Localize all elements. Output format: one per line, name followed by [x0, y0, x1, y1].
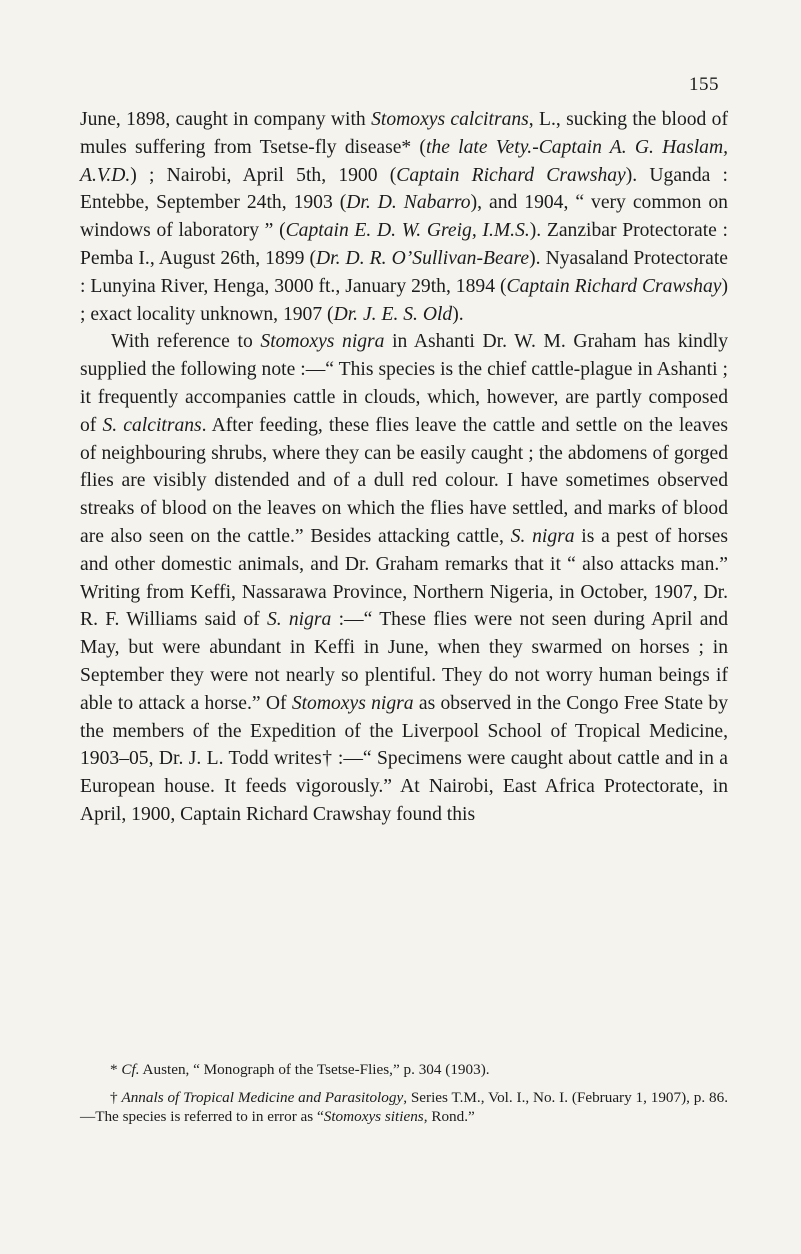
text-run: as observed in the Congo Free State by the members of the Expedition of the Liverpool School of Tropical Medicine, 1903–05, Dr. J. L. Todd writes† :—“ Specimens were caught about cattle and in a European house. It feeds vigorously.” At Nairobi, East Africa Protectorate, in April, 1900, Captain Richard Crawshay found this [80, 692, 728, 825]
text-run: Austen, “ Monograph of the Tsetse-Flies,” p. 304 (1903). [139, 1061, 490, 1078]
text-run: ). [452, 303, 464, 325]
paragraph-1 [80, 106, 728, 328]
body-text [80, 106, 728, 829]
page-number: 155 [689, 74, 719, 95]
italic-run: Dr. D. R. O’Sullivan-Beare [315, 247, 530, 269]
text-run: With reference to [111, 331, 261, 353]
text-run: is a pest of horses and other domestic animals, and Dr. Graham remarks that it “ also attacks man.” Writing from Keffi, Nassarawa Province, Northern Nigeria, in October, 1907, Dr. R. F. Williams said of [80, 525, 728, 631]
text-run: ). Zanzibar Protectorate : Pemba I., August 26th, 1899 ( [80, 220, 728, 269]
paragraph-2 [80, 328, 728, 828]
text-run: ). Uganda : Entebbe, September 24th, 1903 ( [80, 164, 728, 214]
text-run: † [110, 1089, 122, 1106]
italic-run: Captain E. D. W. Greig, I.M.S. [285, 220, 530, 242]
text-run: * [110, 1061, 122, 1078]
italic-run: Stomoxys sitiens [323, 1108, 424, 1125]
text-run: ) ; exact locality unknown, 1907 ( [80, 275, 728, 325]
footnote-1 [80, 1060, 728, 1079]
italic-run: Stomoxys nigra [291, 692, 414, 714]
text-run: ). Nyasaland Protectorate : Lunyina River, Henga, 3000 ft., January 29th, 1894 ( [80, 247, 728, 297]
italic-run: Stomoxys calcitrans [371, 109, 529, 130]
italic-run: S. calcitrans [102, 414, 202, 436]
text-run: , Rond.” [423, 1108, 475, 1125]
text-run: ) ; Nairobi, April 5th, 1900 ( [130, 164, 397, 186]
italic-run: the late Vety.-Captain A. G. Haslam, A.V.D. [80, 136, 728, 186]
italic-run: S. nigra [266, 609, 332, 631]
italic-run: Annals of Tropical Medicine and Parasitology [121, 1089, 404, 1106]
text-run: June, 1898, caught in company with [80, 109, 372, 130]
text-run: , Series T.M., Vol. I., No. I. (February 1, 1907), p. 86.—The species is referred to in error as “ [80, 1089, 728, 1125]
italic-run: Captain Richard Crawshay [506, 275, 722, 297]
text-run: :—“ These flies were not seen during April and May, but were abundant in Keffi in June, when they swarmed on horses ; in September they were not nearly so plentiful. They do not worry human beings if able to attack a horse.” Of [80, 609, 728, 714]
footnote-2 [80, 1088, 728, 1126]
text-run: in Ashanti Dr. W. M. Graham has kindly supplied the following note :—“ This species is the chief cattle-plague in Ashanti ; it frequently accompanies cattle in clouds, which, however, are partly composed of [80, 331, 728, 436]
italic-run: Captain Richard Crawshay [396, 164, 626, 186]
text-run: . After feeding, these flies leave the cattle and settle on the leaves of neighbouring shrubs, where they can be easily caught ; the abdomens of gorged flies are visibly distended and of a dull red colour. I have sometimes observed streaks of blood on the leaves on which the flies have settled, and marks of blood are also seen on the cattle.” Besides attacking cattle, [80, 414, 728, 547]
italic-run: Dr. J. E. S. Old [333, 303, 453, 325]
italic-run: Cf. [121, 1061, 140, 1078]
italic-run: S. nigra [510, 525, 575, 547]
italic-run: Dr. D. Nabarro [346, 192, 471, 214]
text-run: , L., sucking the blood of mules suffering from Tsetse-fly disease* ( [80, 109, 729, 158]
italic-run: Stomoxys nigra [260, 331, 385, 353]
text-run: ), and 1904, “ very common on windows of laboratory ” ( [80, 192, 728, 242]
footnotes [80, 1060, 728, 1135]
